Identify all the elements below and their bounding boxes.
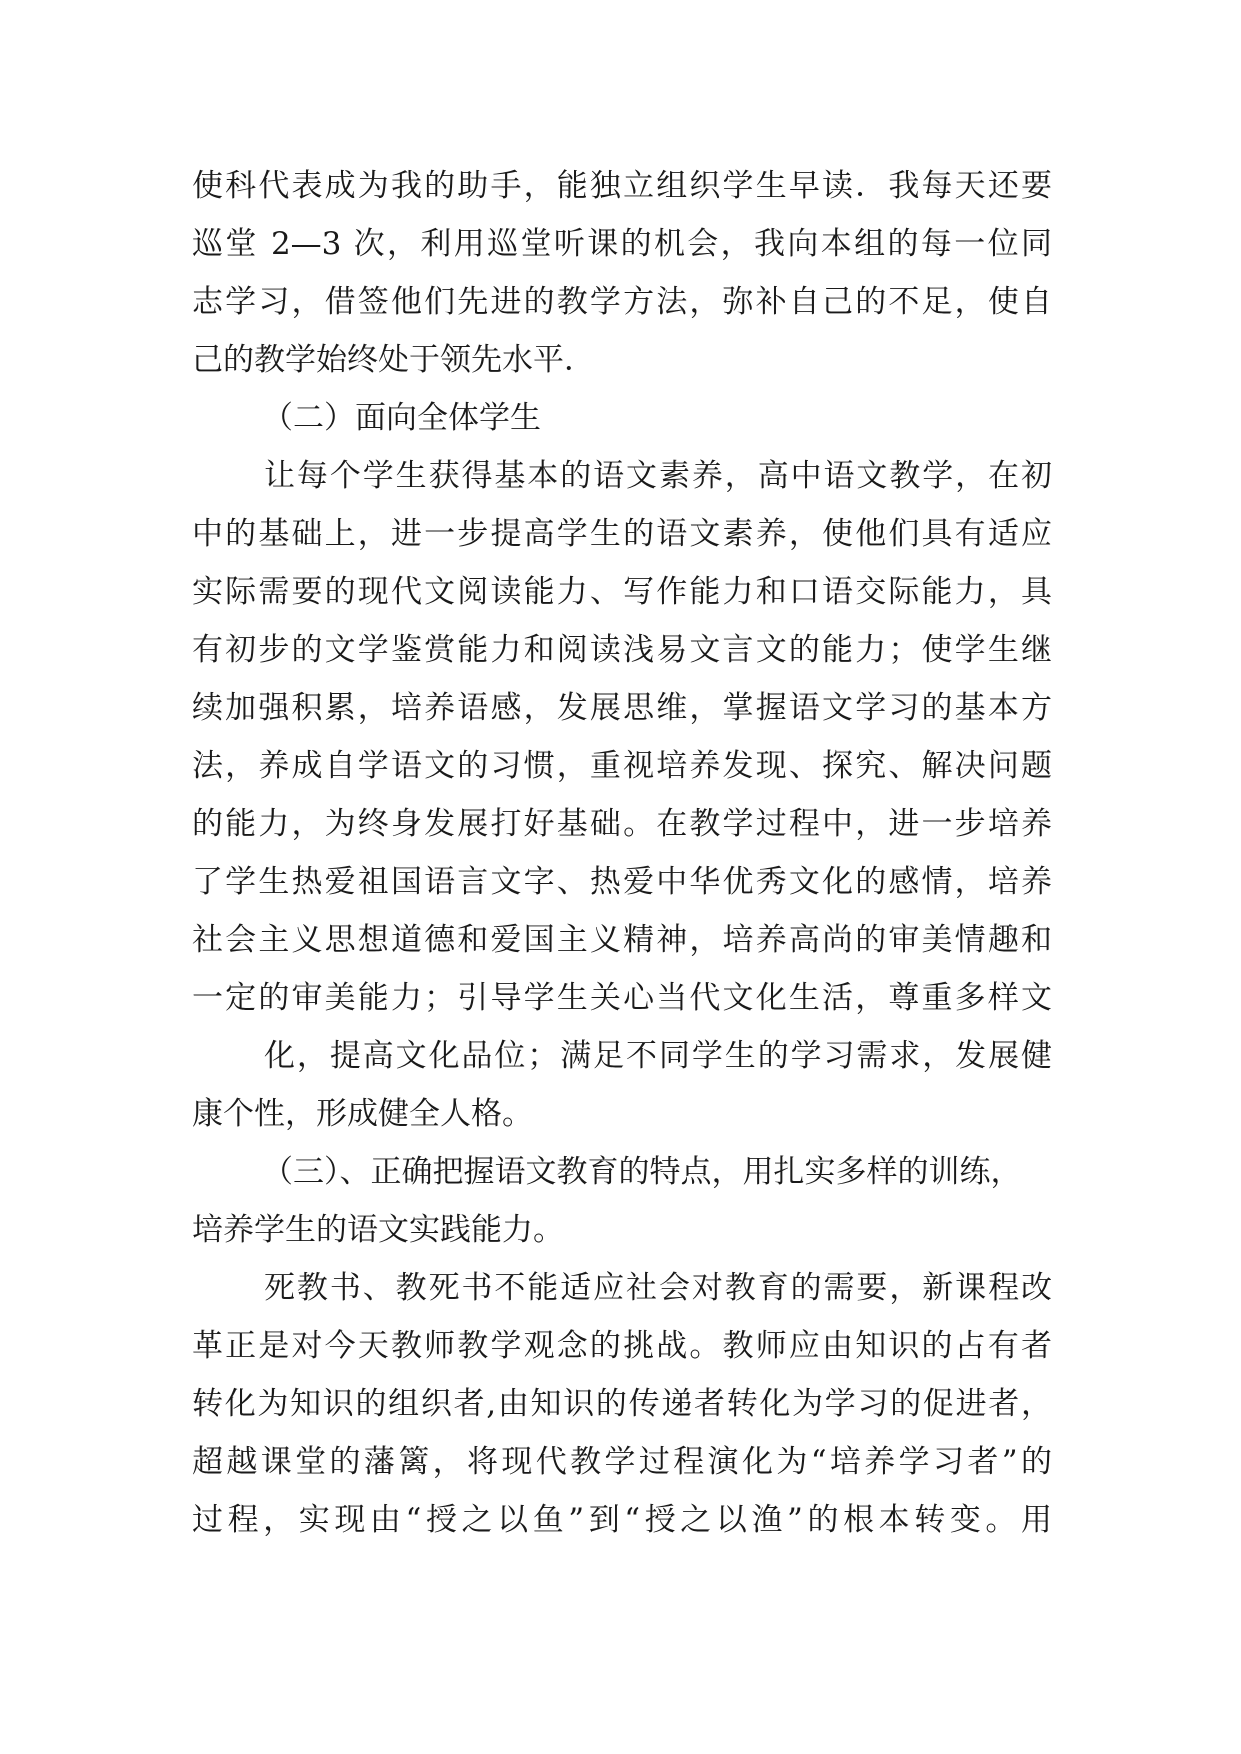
paragraph-line: 革正是对今天教师教学观念的挑战。教师应由知识的占有者	[192, 1328, 1052, 1364]
paragraph-line: 实际需要的现代文阅读能力、写作能力和口语交际能力，具	[192, 574, 1052, 610]
paragraph-line: 使科代表成为我的助手，能独立组织学生早读．我每天还要	[192, 168, 1052, 204]
paragraph-line: 的能力，为终身发展打好基础。在教学过程中，进一步培养	[192, 806, 1052, 842]
section-heading-continued: 培养学生的语文实践能力。	[192, 1212, 564, 1248]
paragraph-line: 己的教学始终处于领先水平．	[192, 342, 595, 378]
paragraph-line: 了学生热爱祖国语言文字、热爱中华优秀文化的感情，培养	[192, 864, 1052, 900]
section-heading: （三）、正确把握语文教育的特点，用扎实多样的训练，	[262, 1154, 1022, 1190]
paragraph-line: 转化为知识的组织者,由知识的传递者转化为学习的促进者，	[192, 1386, 1052, 1422]
paragraph-line: 法，养成自学语文的习惯，重视培养发现、探究、解决问题	[192, 748, 1052, 784]
paragraph-line: 让每个学生获得基本的语文素养，高中语文教学，在初	[264, 458, 1052, 494]
paragraph-line: 死教书、教死书不能适应社会对教育的需要，新课程改	[264, 1270, 1052, 1306]
paragraph-line: 中的基础上，进一步提高学生的语文素养，使他们具有适应	[192, 516, 1052, 552]
paragraph-line: 巡堂 2—3 次，利用巡堂听课的机会，我向本组的每一位同	[192, 226, 1052, 262]
paragraph-line: 一定的审美能力；引导学生关心当代文化生活，尊重多样文	[192, 980, 1052, 1016]
paragraph-line: 超越课堂的藩篱，将现代教学过程演化为“培养学习者”的	[192, 1444, 1052, 1480]
section-heading: （二）面向全体学生	[262, 400, 541, 436]
paragraph-line: 过程，实现由“授之以鱼”到“授之以渔”的根本转变。用	[192, 1502, 1052, 1538]
paragraph-line: 续加强积累，培养语感，发展思维，掌握语文学习的基本方	[192, 690, 1052, 726]
paragraph-line: 志学习，借签他们先进的教学方法，弥补自己的不足，使自	[192, 284, 1052, 320]
paragraph-line: 康个性，形成健全人格。	[192, 1096, 533, 1132]
paragraph-line: 社会主义思想道德和爱国主义精神，培养高尚的审美情趣和	[192, 922, 1052, 958]
paragraph-line: 有初步的文学鉴赏能力和阅读浅易文言文的能力；使学生继	[192, 632, 1052, 668]
paragraph-line: 化，提高文化品位；满足不同学生的学习需求，发展健	[264, 1038, 1052, 1074]
